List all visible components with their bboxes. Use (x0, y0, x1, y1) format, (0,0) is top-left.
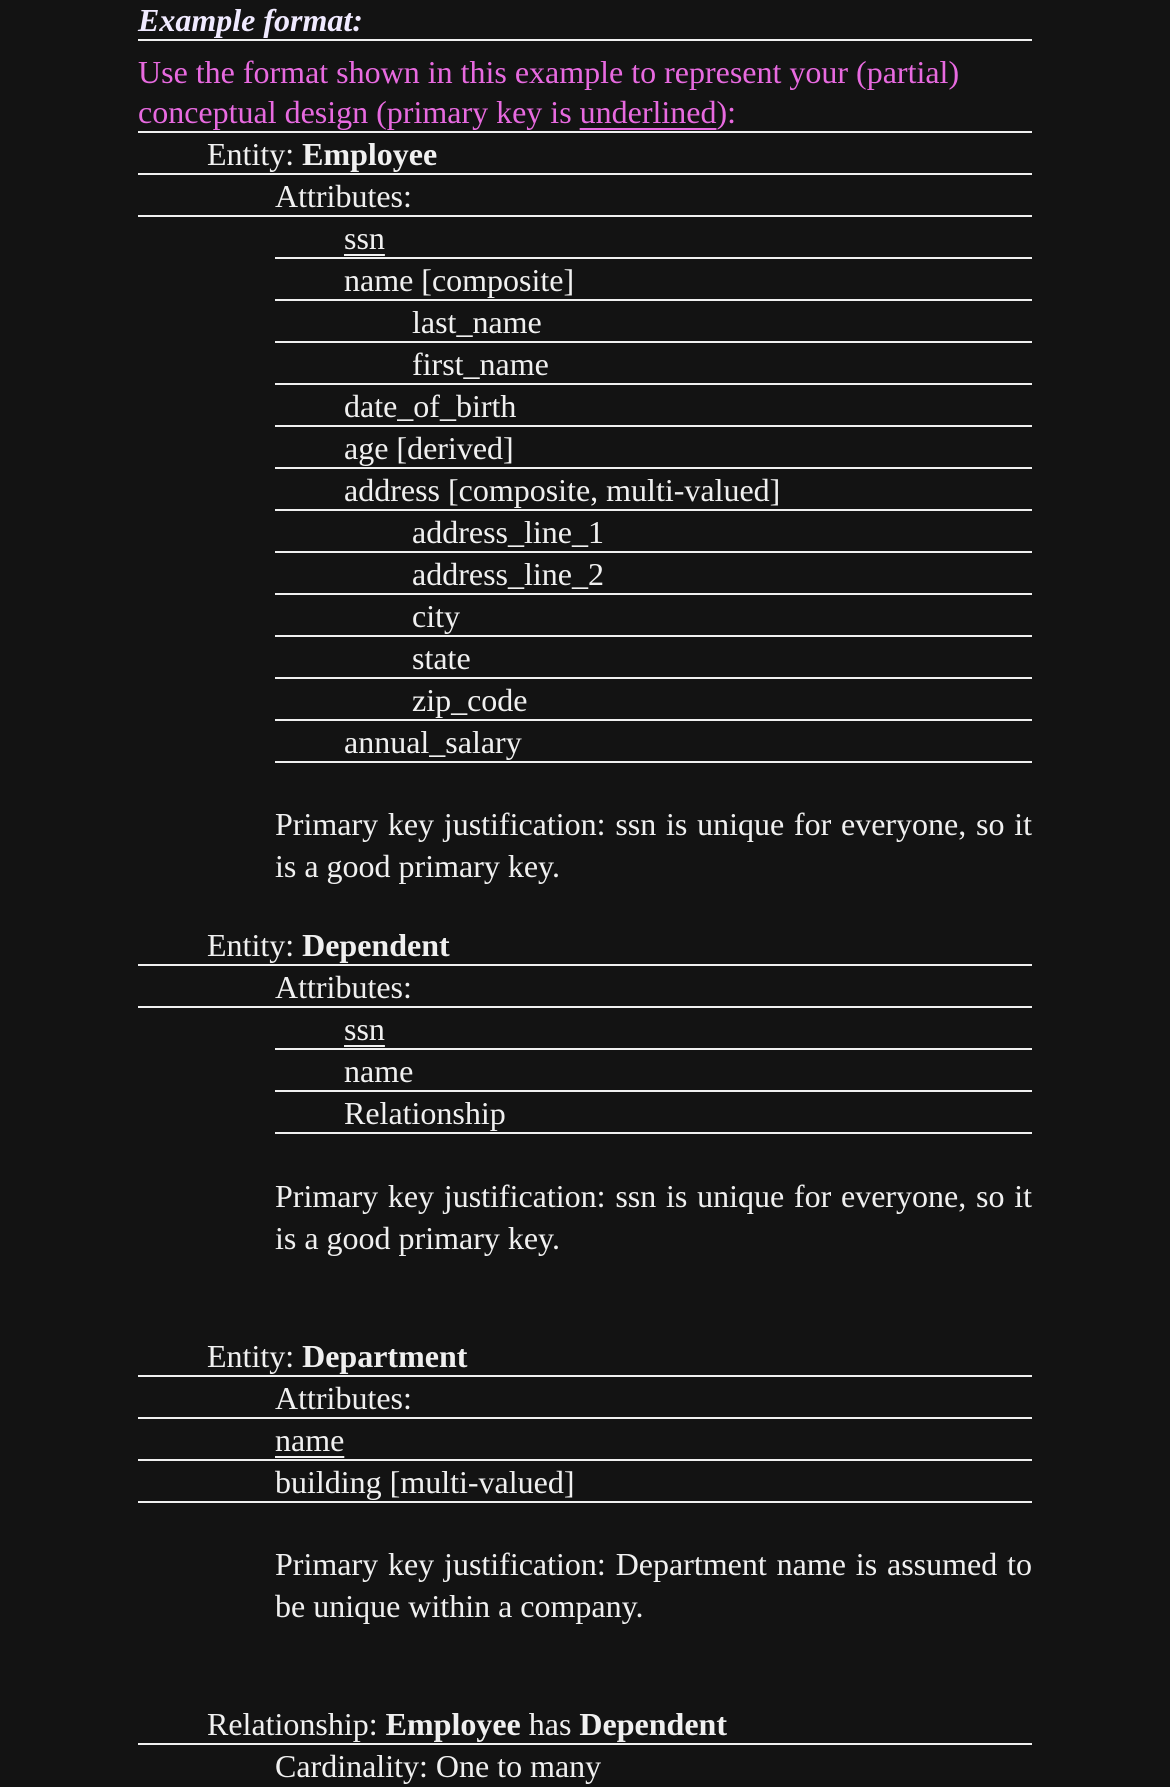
employee-attr-first-name: first_name (275, 343, 1032, 385)
employee-attr-last-name: last_name (275, 301, 1032, 343)
instruction-line-1: Use the format shown in this example to represent your (partial) (138, 54, 960, 90)
underlined-word: underlined (579, 94, 717, 130)
department-pk-justification: Primary key justification: Department name is assumed to be unique within a company. (275, 1546, 1032, 1624)
employee-attr-zip-code: zip_code (275, 679, 1032, 721)
employee-attr-address: address [composite, multi-valued] (275, 469, 1032, 511)
dependent-entity-name: Dependent (302, 927, 450, 963)
example-format-header: Example format: (138, 0, 1032, 41)
employee-entity-heading: Entity: Employee (138, 133, 1032, 175)
dependent-attr-name: name (275, 1050, 1032, 1092)
relationship-entity-a: Employee (385, 1706, 521, 1742)
employee-attr-name: name [composite] (275, 259, 1032, 301)
employee-attr-address-line-1: address_line_1 (275, 511, 1032, 553)
instruction-line-2: conceptual design (primary key is underlined): (138, 91, 1032, 133)
employee-pk-justification: Primary key justification: ssn is unique for everyone, so it is a good primary key. (275, 806, 1032, 884)
department-entity-name: Department (302, 1338, 468, 1374)
employee-attr-age: age [derived] (275, 427, 1032, 469)
employee-attributes-label: Attributes: (138, 175, 1032, 217)
dependent-pk-justification: Primary key justification: ssn is unique for everyone, so it is a good primary key. (275, 1178, 1032, 1256)
department-entity-heading: Entity: Department (138, 1335, 1032, 1377)
employee-attr-address-line-2: address_line_2 (275, 553, 1032, 595)
dependent-attributes-label: Attributes: (138, 966, 1032, 1008)
dependent-attr-ssn: ssn (275, 1008, 1032, 1050)
department-attributes-label: Attributes: (138, 1377, 1032, 1419)
relationship-entity-b: Dependent (579, 1706, 727, 1742)
employee-entity-name: Employee (302, 136, 438, 172)
dependent-attr-relationship: Relationship (275, 1092, 1032, 1134)
relationship-heading: Relationship: Employee has Dependent (138, 1703, 1032, 1745)
employee-attr-city: city (275, 595, 1032, 637)
dependent-entity-heading: Entity: Dependent (138, 924, 1032, 966)
department-attr-building: building [multi-valued] (138, 1461, 1032, 1503)
employee-attr-ssn: ssn (275, 217, 1032, 259)
employee-attr-annual-salary: annual_salary (275, 721, 1032, 763)
employee-attr-date-of-birth: date_of_birth (275, 385, 1032, 427)
department-attr-name: name (138, 1419, 1032, 1461)
employee-attr-state: state (275, 637, 1032, 679)
relationship-cardinality: Cardinality: One to many (275, 1748, 602, 1784)
